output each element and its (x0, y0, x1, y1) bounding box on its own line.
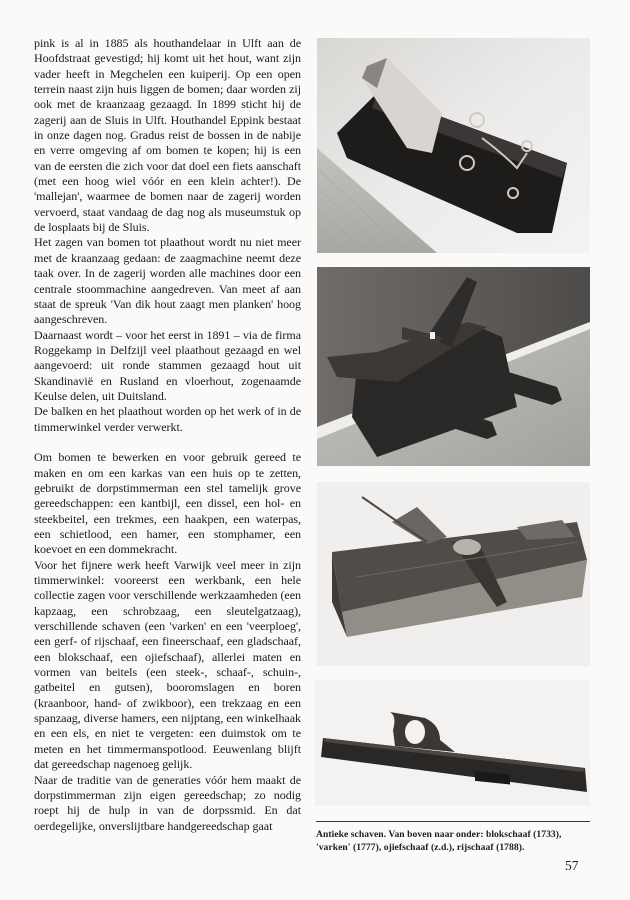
body-text-column (34, 36, 301, 834)
paragraph: De balken en het plaathout worden op het werk of in de timmerwinkel verder verwerkt. (34, 404, 301, 434)
paragraph: Om bomen te bewerken en voor gebruik gereed te maken en om een karkas van een huis op te zetten, gebruikt de dorpstimmerman een stel tamelijk grove gereedschappen: een kantbijl, een dissel, een hol- en steekbeitel, een trekmes, een haakpen, een waterpas, een schietlood, een hamer, een stomphamer, een koevoet en een dommekracht. (34, 450, 301, 557)
photo-ojiefschaaf (317, 482, 590, 666)
paragraph: Het zagen van bomen tot plaathout wordt nu niet meer met de kraanzaag gedaan: de zaagmachine neemt deze taak over. In de zagerij worden alle machines door een centrale stoommachine aangedreven. Van meet af aan staat de spreuk 'Van dik hout zaagt men planken' hoog aangeschreven. (34, 235, 301, 327)
page-number: 57 (565, 858, 579, 873)
photo-varken (317, 267, 590, 466)
paragraph: Voor het fijnere werk heeft Varwijk veel meer in zijn timmerwinkel: vooreerst een werkbank, een hele collectie zagen voor verschillende werkzaamheden (een kapzaag, een schrobzaag, een sleutelgatzaag), verschillende schaven (een 'varken' en een 'veerploeg', een gerf- of rijschaaf, een fineerschaaf, een gladschaaf, een blokschaaf, een ojiefschaaf), allerlei maten en vormen van beitels (een steek-, schaaf-, schuin-, gatbeitel en gutsen), booromslagen en boren (kraanboor, hand- of zwikboor), een trekzaag en een spanzaag, diverse hamers, een nijptang, een winkelhaak en een els, en niet te vergeten: een duimstok om te meten en het timmermanspotlood. Eeuwenlang blijft dat gereedschap nagenoeg gelijk. (34, 557, 301, 772)
paragraph: pink is al in 1885 als houthandelaar in Ulft aan de Hoofdstraat gevestigd; hij komt uit het hout, want zijn vader heeft in Megchelen een kuiperij. Op een open terrein naast zijn huis liggen de bomen; daar worden zij ook met de kraanzaag gezaagd. In 1899 sticht hij de zagerij aan de Sluis in Ulft. Houthandel Eppink bestaat in onze dagen nog. Gradus reist de bossen in de nabije en verre omgeving af om bomen te kopen; hij is een van de eersten die zich voor dat doel een fiets aanschaft (met een hoog wiel vóór en een klein achter!). De 'mallejan', waarmee de bomen naar de zagerij worden vervoerd, staat vandaag de dag nog als museumstuk op de losplaats bij de Sluis. (34, 36, 301, 235)
paragraph: Naar de traditie van de generaties vóór hem maakt de dorpstimmerman zijn eigen gereedschap; zo nodig roept hij de hulp in van de dorpssmid. En dat oerdegelijke, onverslijtbare handgereedschap gaat (34, 772, 301, 833)
caption-rule (316, 821, 590, 822)
paragraph: Daarnaast wordt – voor het eerst in 1891 – via de firma Roggekamp in Delfzijl veel plaathout gezaagd en wel aangevoerd: uit ronde stammen gezaagd hout uit Skandinavië en Rusland en vloerhout, zogenaamde Keulse delen, uit Duitsland. (34, 327, 301, 403)
photo-blokschaaf (317, 38, 590, 253)
figure-caption: Antieke schaven. Van boven naar onder: blokschaaf (1733), 'varken' (1777), ojiefschaaf (z.d.), rijschaaf (1788). (316, 829, 562, 853)
photo-rijschaaf (315, 680, 590, 806)
